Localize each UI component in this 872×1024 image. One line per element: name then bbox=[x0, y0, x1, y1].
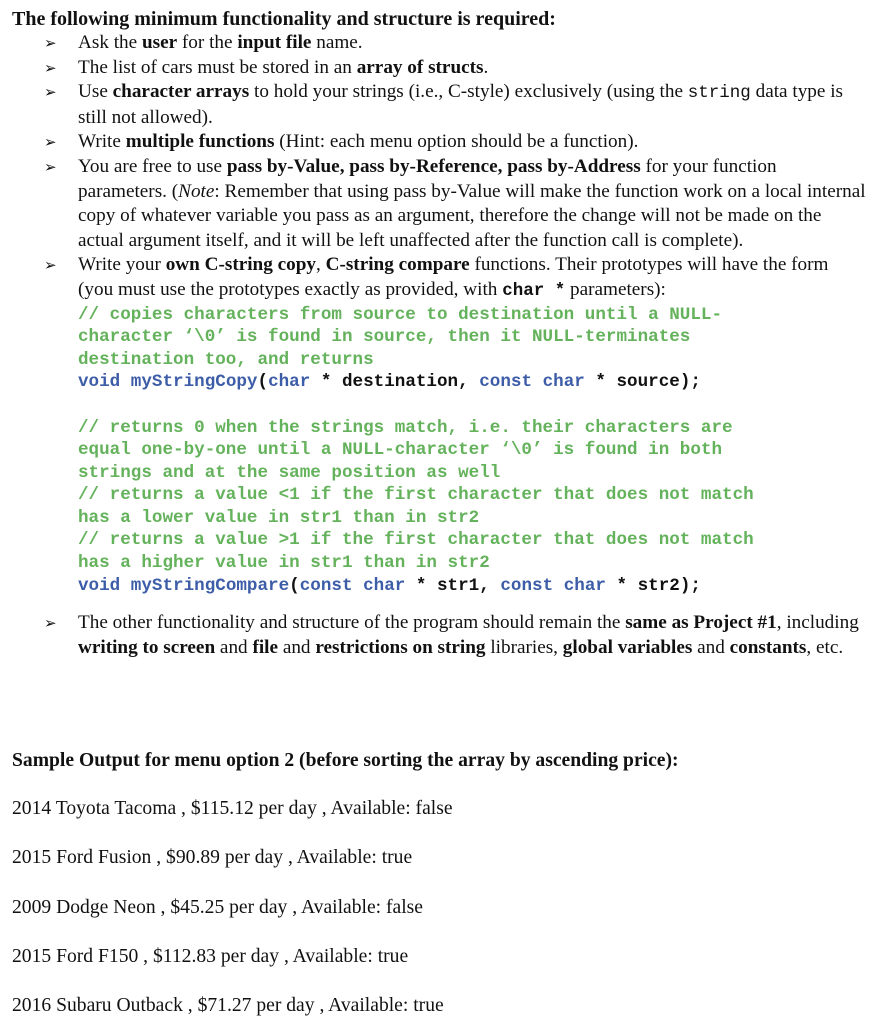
code-comment: equal one-by-one until a NULL-character ‘\0’ is found in both bbox=[78, 440, 723, 461]
code-keyword: const char bbox=[479, 372, 585, 393]
sample-output-heading: Sample Output for menu option 2 (before sorting the array by ascending price): bbox=[12, 750, 679, 771]
code-keyword: const char bbox=[299, 575, 406, 596]
requirement-text: . bbox=[483, 56, 489, 78]
requirements-list bbox=[0, 31, 872, 660]
requirement-text: functions. Their prototypes will have the form (you must use the prototypes exactly as provided, with bbox=[78, 254, 829, 300]
sample-output-line: 2009 Dodge Neon , $45.25 per day , Available: false bbox=[12, 897, 423, 918]
requirement-text: parameters): bbox=[565, 278, 666, 300]
code-keyword: void bbox=[78, 575, 131, 596]
code-line bbox=[78, 394, 866, 417]
requirement-text: pass by-Value, pass by-Reference, pass by-Address bbox=[226, 155, 641, 177]
requirement-text: Ask the bbox=[78, 32, 142, 53]
requirement-text: file bbox=[252, 636, 279, 658]
code-comment: has a higher value in str1 than in str2 bbox=[78, 553, 490, 574]
code-comment: destination too, and returns bbox=[78, 349, 374, 370]
requirement-text: , bbox=[316, 254, 326, 276]
requirement-item bbox=[0, 611, 872, 660]
code-block bbox=[78, 304, 866, 598]
requirement-text: The other functionality and structure of the program should remain the bbox=[78, 612, 626, 634]
code-keyword: const char bbox=[500, 575, 606, 596]
requirement-text: writing to screen bbox=[78, 636, 216, 658]
requirement-item bbox=[0, 130, 872, 155]
code-text: ( bbox=[289, 575, 300, 596]
code-text: * str1, bbox=[405, 575, 501, 596]
requirement-text: global variables bbox=[562, 636, 693, 658]
code-text: * destination, bbox=[310, 372, 480, 393]
arrow-bullet-icon: ➢ bbox=[44, 157, 57, 176]
code-text: * source); bbox=[584, 372, 701, 393]
requirement-text: same as Project #1 bbox=[625, 612, 777, 634]
code-comment: // returns a value >1 if the first character that does not match bbox=[78, 530, 754, 551]
requirement-text: for the bbox=[177, 32, 238, 53]
requirement-text: for your function parameters. ( bbox=[78, 155, 777, 202]
code-function-name: myStringCopy bbox=[130, 372, 258, 393]
requirement-item bbox=[0, 31, 872, 56]
code-keyword: void bbox=[78, 372, 131, 393]
code-line bbox=[78, 439, 866, 462]
code-line bbox=[78, 371, 866, 394]
sample-output-line: 2015 Ford F150 , $112.83 per day , Available: true bbox=[12, 946, 409, 967]
requirement-text: array of structs bbox=[356, 56, 484, 78]
code-comment: character ‘\0’ is found in source, then it NULL-terminates bbox=[78, 327, 691, 348]
sample-output-line: 2015 Ford Fusion , $90.89 per day , Available: true bbox=[12, 847, 413, 868]
requirements-heading: The following minimum functionality and structure is required: bbox=[12, 8, 556, 30]
requirement-text: : Remember that using pass by-Value will make the function work on a local internal copy of whatever variable you pass as an argument, therefore the change will not be made on the actual argument itself, and it will be left unaffected after the function call is complete). bbox=[78, 180, 866, 251]
requirement-item bbox=[0, 253, 872, 597]
requirement-text: C-string compare bbox=[325, 254, 470, 276]
arrow-bullet-icon: ➢ bbox=[44, 83, 57, 102]
code-comment: strings and at the same position as well bbox=[78, 462, 501, 483]
code-text: * str2); bbox=[605, 575, 701, 596]
requirement-item bbox=[0, 80, 872, 130]
requirement-text: character arrays bbox=[112, 81, 250, 103]
code-comment: has a lower value in str1 than in str2 bbox=[78, 507, 480, 528]
requirement-text: libraries, bbox=[485, 636, 563, 658]
requirement-text: data type is still not allowed). bbox=[78, 81, 843, 128]
arrow-bullet-icon: ➢ bbox=[44, 58, 57, 77]
code-line bbox=[78, 575, 866, 598]
code-comment: // returns 0 when the strings match, i.e. their characters are bbox=[78, 417, 733, 438]
requirement-text: constants bbox=[729, 636, 807, 658]
arrow-bullet-icon: ➢ bbox=[44, 34, 57, 52]
requirement-text: Note bbox=[178, 180, 215, 202]
code-line bbox=[78, 507, 866, 530]
requirement-text: and bbox=[215, 636, 253, 658]
code-line bbox=[78, 304, 866, 327]
arrow-bullet-icon: ➢ bbox=[44, 614, 57, 633]
requirement-text: input file bbox=[237, 32, 312, 53]
sample-output-line: 2016 Subaru Outback , $71.27 per day , Available: true bbox=[12, 995, 444, 1016]
requirement-text: to hold your strings (i.e., C-style) exclusively (using the bbox=[249, 81, 688, 103]
requirement-text: string bbox=[687, 83, 751, 104]
requirement-text: You are free to use bbox=[78, 155, 227, 177]
code-text: ( bbox=[257, 372, 269, 393]
code-line bbox=[78, 484, 866, 507]
requirement-text: and bbox=[278, 636, 316, 658]
code-line bbox=[78, 529, 866, 552]
requirement-text: and bbox=[692, 636, 730, 658]
code-line bbox=[78, 417, 866, 440]
code-line bbox=[78, 326, 866, 349]
code-comment: // copies characters from source to destination until a NULL- bbox=[78, 304, 723, 325]
requirement-item bbox=[0, 155, 872, 253]
requirement-text: Write bbox=[78, 131, 126, 153]
requirement-item bbox=[0, 56, 872, 81]
code-line bbox=[78, 552, 866, 575]
code-line bbox=[78, 349, 866, 372]
sample-output-line: 2014 Toyota Tacoma , $115.12 per day , Available: false bbox=[12, 798, 453, 819]
requirement-text: Use bbox=[78, 81, 113, 103]
requirement-text: char * bbox=[502, 280, 566, 301]
requirement-text: user bbox=[141, 32, 178, 53]
code-keyword: char bbox=[268, 372, 311, 393]
requirement-text: , etc. bbox=[806, 636, 844, 658]
requirement-text: Write your bbox=[78, 254, 166, 276]
code-comment: // returns a value <1 if the first character that does not match bbox=[78, 485, 754, 506]
requirement-text: , including bbox=[776, 612, 859, 634]
arrow-bullet-icon: ➢ bbox=[44, 256, 57, 275]
requirement-text: restrictions on string bbox=[315, 636, 486, 658]
requirement-text: (Hint: each menu option should be a function). bbox=[274, 131, 639, 153]
code-function-name: myStringCompare bbox=[130, 575, 290, 596]
requirement-text: own C-string copy bbox=[165, 254, 316, 276]
requirement-text: The list of cars must be stored in an bbox=[78, 56, 357, 78]
requirement-text: multiple functions bbox=[125, 131, 275, 153]
code-line bbox=[78, 462, 866, 485]
arrow-bullet-icon: ➢ bbox=[44, 133, 57, 152]
requirement-text: name. bbox=[311, 32, 363, 53]
